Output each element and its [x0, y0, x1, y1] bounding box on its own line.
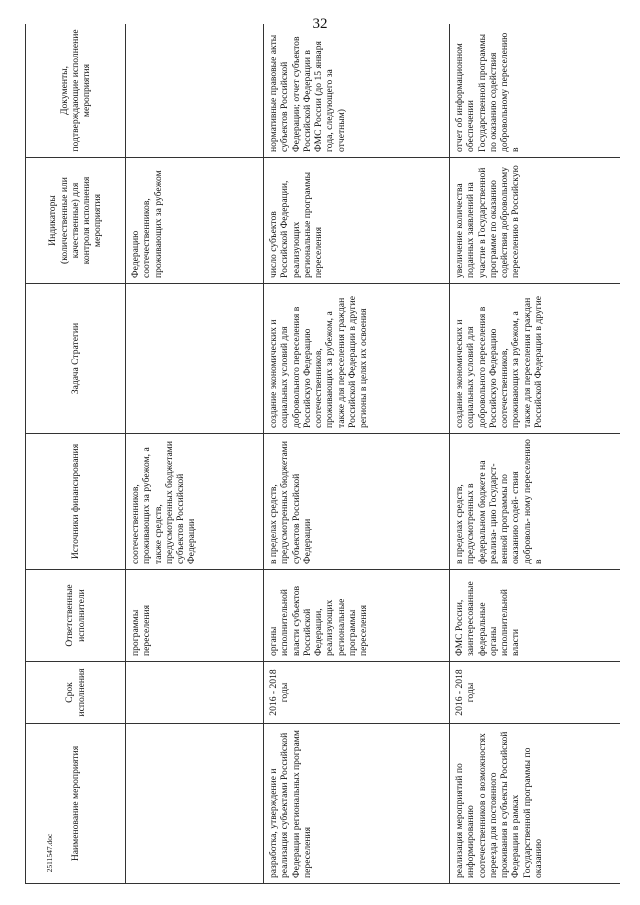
- cell-indicators: Федерацию соотечественников, проживающих за рубежом: [126, 158, 264, 284]
- cell-funding: в пределах средств, предусмотренных в федеральном бюджете на реализа- цию Государст- венной программы по оказанию содей- ствия доброволь- ному переселению в: [450, 434, 621, 570]
- header-name: Наименование мероприятия: [26, 724, 126, 884]
- table-holder: [25, 24, 620, 884]
- cell-indicators: число субъектов Российской Федерации, реализующих региональные программы переселения: [264, 158, 450, 284]
- cell-name: разработка, утверждение и реализация субъектами Российской Федерации региональных программ переселения: [264, 724, 450, 884]
- cell-task: создание экономических и социальных условий для добровольного переселения в Российскую Федерацию соотечественников, проживающих за рубежом, а также для переселения граждан Российской Федерации в другие регионы в целях их освоения: [264, 284, 450, 434]
- cell-documents: отчет об информационном обеспечении Государственной программы по оказанию содействия добровольному переселению в: [450, 24, 621, 158]
- cell-name: реализация мероприятий по информированию соотечественников о возможностях переезда для постоянного проживания в субъекты Российской Федерации в рамках Государственной программы по оказанию: [450, 724, 621, 884]
- cell-documents: [126, 24, 264, 158]
- table-header-row: [26, 24, 126, 884]
- cell-executors: программы переселения: [126, 570, 264, 662]
- cell-task: [126, 284, 264, 434]
- measures-table: [25, 24, 620, 884]
- cell-term: 2016 - 2018 годы: [450, 662, 621, 724]
- header-executors: Ответственные исполнители: [26, 570, 126, 662]
- document-reference: 2511547.doc: [45, 833, 54, 873]
- cell-term: 2016 - 2018 годы: [264, 662, 450, 724]
- cell-indicators: увеличение количества поданных заявлений на участие в Государственной программе по оказанию содействия добровольному переселению в Российскую: [450, 158, 621, 284]
- rotated-table-wrapper: [25, 24, 620, 884]
- cell-documents: нормативные правовые акты субъектов Российской Федерации; отчет субъектов Российской Федерации в ФМС России (до 15 января года, следующего за отчетным): [264, 24, 450, 158]
- cell-funding: в пределах средств, предусмотренных бюджетами субъектов Российской Федерации: [264, 434, 450, 570]
- header-documents: Документы, подтверждающие исполнение мероприятия: [26, 24, 126, 158]
- table-row: [264, 24, 450, 884]
- header-funding: Источники финансирования: [26, 434, 126, 570]
- cell-task: создание экономических и социальных условий для добровольного переселения в Российскую Федерацию соотечественников, проживающих за рубежом, а также для переселения граждан Российской Федерации в другие: [450, 284, 621, 434]
- cell-executors: ФМС России, заинтересованные федеральные органы исполнительной власти: [450, 570, 621, 662]
- table-row: [126, 24, 264, 884]
- table-row: [450, 24, 621, 884]
- header-task: Задача Стратегии: [26, 284, 126, 434]
- header-indicators: Индикаторы (количественные или качественные) для контроля исполнения мероприятия: [26, 158, 126, 284]
- header-term: Срок исполнения: [26, 662, 126, 724]
- cell-funding: соотечественников, проживающих за рубежом, а также средств, предусмотренных бюджетами субъектов Российской Федерации: [126, 434, 264, 570]
- cell-executors: органы исполнительной власти субъектов Российской Федерации, реализующих региональные программы переселения: [264, 570, 450, 662]
- cell-name: [126, 724, 264, 884]
- cell-term: [126, 662, 264, 724]
- page-number: 32: [312, 16, 328, 32]
